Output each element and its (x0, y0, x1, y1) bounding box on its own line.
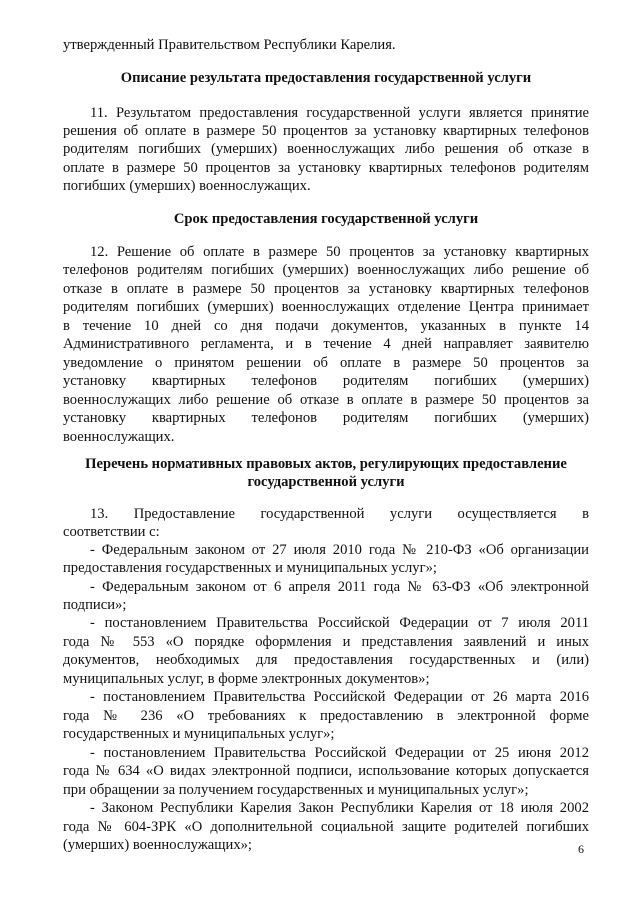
section1-line: погибших (умерших) военнослужащих. (63, 178, 311, 194)
section3-line: года № 634 «О видах электронной подписи, использование которых допускается (63, 763, 589, 779)
section3-line: предоставления государственных и муниципальных услуг»; (63, 560, 437, 576)
section1-heading: Описание результата предоставления государственной услуги (120, 70, 532, 86)
section2-line: Административного регламента, и в течение 4 дней направляет заявителю (63, 336, 589, 352)
section3-line: 13. Предоставление государственной услуги осуществляется в (90, 506, 589, 522)
section2-line: военнослужащих. (63, 429, 175, 445)
top-line: утвержденный Правительством Республики Карелия. (63, 37, 396, 53)
section3-line: - Федеральным законом от 27 июля 2010 года № 210-ФЗ «Об организации (90, 542, 589, 558)
section3-line: при обращении за получением государственных и муниципальных услуг»; (63, 782, 529, 798)
section3-line: муниципальных услуг, в форме электронных документов»; (63, 671, 430, 687)
section2-line: военнослужащих либо решение об отказе в оплате в размере 50 процентов за (63, 392, 589, 408)
section3-line: года № 236 «О требованиях к предоставлению в электронной форме (63, 708, 589, 724)
section3-line: - постановлением Правительства Российской Федерации от 26 марта 2016 (90, 689, 589, 705)
section2-heading: Срок предоставления государственной услуги (173, 211, 479, 227)
section2-line: родителям погибших (умерших) военнослужащих отделение Центра принимает (63, 299, 589, 315)
section3-line: - постановлением Правительства Российской Федерации от 7 июля 2011 (90, 615, 589, 631)
section2-line: уведомление о принятом решении об оплате в размере 50 процентов за (63, 355, 589, 371)
section2-line: телефонов родителям погибших (умерших) военнослужащих либо решение об (63, 262, 589, 278)
section1-line: родителям погибших (умерших) военнослужащих либо решения об отказе в (63, 141, 589, 157)
section2-line: отказе в оплате в размере 50 процентов за установку квартирных телефонов (63, 281, 589, 297)
section2-line: в течение 10 дней со дня подачи документов, указанных в пункте 14 (63, 318, 589, 334)
section3-heading-line2: государственной услуги (247, 474, 405, 490)
section3-line: года № 604-ЗРК «О дополнительной социальной защите родителей погибших (63, 819, 589, 835)
section1-line: решения об оплате в размере 50 процентов за установку квартирных телефонов (63, 123, 589, 139)
section3-heading-line1: Перечень нормативных правовых актов, регулирующих предоставление (85, 456, 567, 472)
section1-line: оплате в размере 50 процентов за установку квартирных телефонов родителям (63, 160, 589, 176)
section2-line: 12. Решение об оплате в размере 50 процентов за установку квартирных (90, 244, 589, 260)
section3-line: подписи»; (63, 597, 127, 613)
section3-line: - Федеральным законом от 6 апреля 2011 года № 63-ФЗ «Об электронной (90, 579, 589, 595)
section3-line: - Законом Республики Карелия Закон Республики Карелия от 18 июля 2002 (90, 800, 589, 816)
section3-line: государственных и муниципальных услуг»; (63, 726, 335, 742)
section3-line: - постановлением Правительства Российской Федерации от 25 июня 2012 (90, 745, 589, 761)
section2-line: установку квартирных телефонов родителям погибших (умерших) (63, 373, 589, 389)
section2-line: установку квартирных телефонов родителям погибших (умерших) (63, 410, 589, 426)
page-number: 6 (578, 842, 584, 856)
section3-line: (умерших) военнослужащих»; (63, 837, 252, 853)
section1-line: 11. Результатом предоставления государственной услуги является принятие (90, 105, 589, 121)
section3-line: документов, необходимых для предоставления государственных и (или) (63, 652, 589, 668)
section3-line: года № 553 «О порядке оформления и представления заявлений и иных (63, 634, 589, 650)
section3-line: соответствии с: (63, 524, 160, 540)
